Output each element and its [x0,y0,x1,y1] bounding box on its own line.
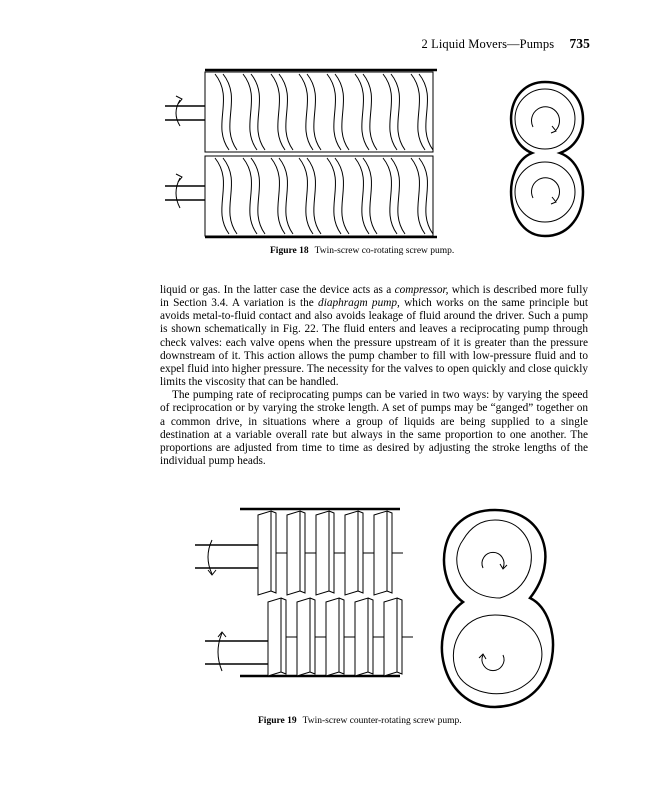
screw-flight-line [355,158,369,234]
paragraph-1 [160,284,588,389]
screw-flight-line [383,74,397,150]
figure-18-caption [270,246,454,256]
screw-disc [326,598,344,676]
figure-19-label: Figure 19 [258,716,297,726]
figure-18-caption-text: Twin-screw co-rotating screw pump. [314,246,455,256]
screw-flight-line [243,74,257,150]
page-number: 735 [569,36,590,51]
screw-flight-line [383,158,397,234]
body-text [160,284,588,468]
screw-flight-line [251,74,265,150]
figure-19-caption [258,716,462,726]
screw-flight-line [223,158,237,234]
screw-disc [374,511,392,595]
figure-18-label: Figure 18 [270,246,309,256]
screw-flight-line [391,74,405,150]
screw-disc [316,511,334,595]
screw-flight-line [299,74,313,150]
screw-flight-line [215,158,229,234]
screw-disc [258,511,276,595]
term-diaphragm-pump: diaphragm pump, [318,297,400,310]
screw-disc [297,598,315,676]
screw-flight-line [271,158,285,234]
screw-flight-line [327,74,341,150]
paragraph-1-part-a: liquid or gas. In the latter case the device acts as a [160,284,395,296]
screw-disc [287,511,305,595]
screw-disc [355,598,373,676]
screw-disc [384,598,402,676]
screw-flight-line [335,74,349,150]
screw-flight-line [307,158,321,234]
screw-flight-line [363,158,377,234]
screw-flight-line [271,74,285,150]
screw-flight-line [419,74,433,150]
screw-flight-line [279,158,293,234]
screw-flight-line [335,158,349,234]
screw-flight-line [363,74,377,150]
screw-flight-line [355,74,369,150]
figure-18-drawing [0,0,647,250]
figure-19-drawing [0,490,647,790]
screw-flight-line [307,74,321,150]
screw-flight-line [215,74,229,150]
screw-flight-line [327,158,341,234]
screw-flight-line [419,158,433,234]
screw-flight-line [411,74,425,150]
running-title: 2 Liquid Movers—Pumps [421,37,555,51]
screw-flight-line [243,158,257,234]
screw-flight-line [251,158,265,234]
screw-flight-line [411,158,425,234]
screw-disc [345,511,363,595]
paragraph-1-part-b: which is described more fully in Section 3.4. A variation is the [160,284,588,310]
screw-flight-line [223,74,237,150]
screw-disc [268,598,286,676]
paragraph-1-part-c: which works on the same principle but avoids metal-to-fluid contact and also avoids leakage of fluid around the driver. Such a pump is shown schematically in Fig. 22. The fluid enters and leaves a reciprocating pump through check valves: each valve opens when the pressure upstream of it is greater than the pressure downstream of it. This action allows the pump chamber to fill with low-pressure fluid and to expel fluid into higher pressure. The necessity for the valves to open quickly and close quickly limits the viscosity that can be handled. [160,297,588,389]
term-compressor: compressor, [394,284,449,296]
screw-flight-line [391,158,405,234]
screw-flight-line [299,158,313,234]
paragraph-2: The pumping rate of reciprocating pumps can be varied in two ways: by varying the speed of reciprocation or by varying the stroke length. A set of pumps may be “ganged” together on a common drive, in situations where a group of liquids are being supplied to a single destination at a variable overall rate but always in the same proportion to one another. The proportions are adjusted from time to time as desired by adjusting the stroke lengths of the individual pump heads. [160,389,588,468]
screw-flight-line [279,74,293,150]
figure-19-caption-text: Twin-screw counter-rotating screw pump. [302,716,462,726]
